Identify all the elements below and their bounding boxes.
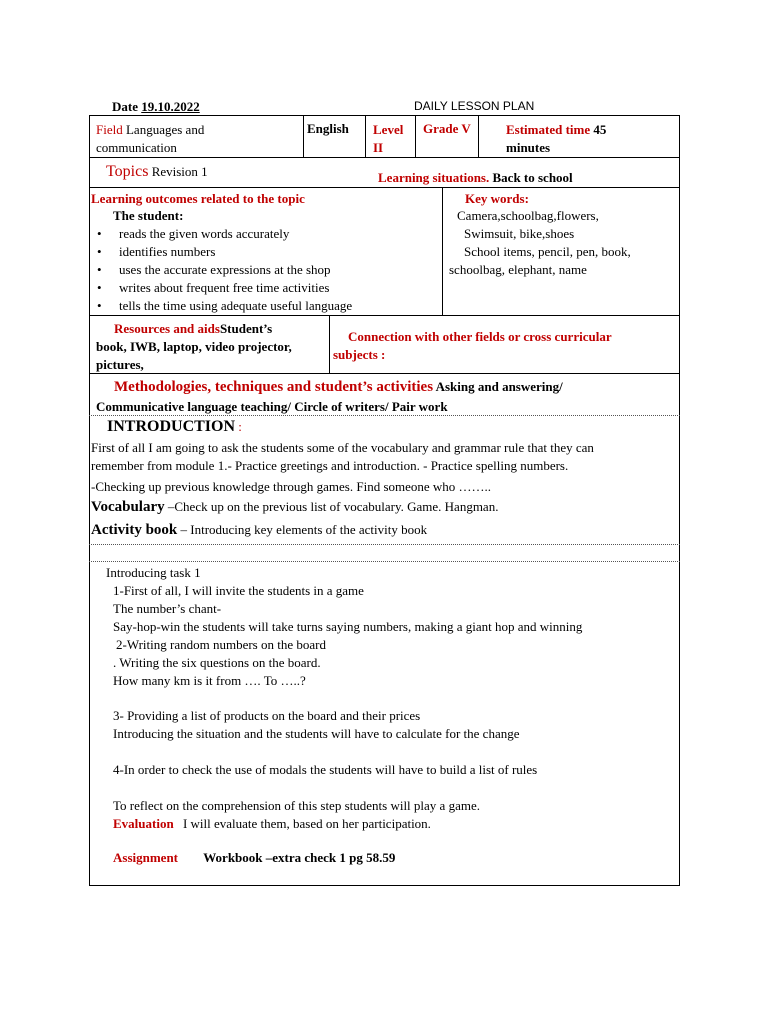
field-cell — [96, 121, 204, 157]
resources-label: Resources and aids — [114, 321, 220, 336]
date-value: 19.10.2022 — [141, 99, 200, 114]
assignment-line — [113, 850, 395, 866]
activity-book-line — [91, 522, 427, 539]
methodologies-cell — [96, 377, 563, 416]
task-line: 3- Providing a list of products on the board and their prices — [113, 708, 421, 723]
methodologies-value: Asking and answering/ — [435, 379, 563, 394]
outcomes-list — [91, 225, 441, 315]
list-item: • tells the time using adequate useful language — [91, 297, 441, 315]
date-label: Date — [112, 99, 138, 114]
task-line: Say-hop-win the students will take turns saying numbers, making a giant hop and winning — [113, 619, 583, 634]
outcomes-student: The student: — [113, 208, 184, 223]
task-line: To reflect on the comprehension of this step students will play a game. — [113, 798, 480, 813]
evaluation-label: Evaluation — [113, 816, 174, 831]
task-line: 2-Writing random numbers on the board — [116, 637, 326, 652]
level-label-1: Level — [373, 122, 404, 137]
task-line: 1-First of all, I will invite the students in a game — [113, 583, 364, 598]
topics-value: Revision 1 — [151, 164, 208, 179]
topics-cell — [106, 163, 208, 181]
methodologies-label: Methodologies, techniques and student’s activities — [114, 379, 434, 395]
list-item: • reads the given words accurately — [91, 225, 441, 243]
keywords-line: Camera,schoolbag,flowers, — [457, 208, 599, 223]
resources-line3: pictures, — [96, 357, 144, 372]
subject-cell: English — [307, 121, 349, 136]
resources-line1: Student’s — [219, 321, 273, 336]
task-line: 4-In order to check the use of modals the students will have to build a list of rules — [113, 762, 538, 777]
field-label: Field — [96, 122, 123, 137]
doc-title: DAILY LESSON PLAN — [414, 99, 535, 113]
ls-value: Back to school — [492, 170, 573, 185]
intro-paragraph-1: First of all I am going to ask the students some of the vocabulary and grammar rule that they can — [91, 440, 594, 455]
intro-paragraph-2: remember from module 1.- Practice greetings and introduction. - Practice spelling numbers. — [91, 458, 569, 473]
field-value-line1: Languages and — [125, 122, 205, 137]
keywords-line: School items, pencil, pen, book, — [464, 244, 631, 259]
est-value-1: 45 — [593, 122, 607, 137]
intro-paragraph-3: -Checking up previous knowledge through games. Find someone who …….. — [91, 479, 492, 494]
task-line: Introducing task 1 — [106, 565, 201, 580]
connection-line2: subjects : — [333, 347, 386, 362]
keywords-line: schoolbag, elephant, name — [449, 262, 587, 277]
methodologies-line2: Communicative language teaching/ Circle of writers/ Pair work — [96, 399, 448, 414]
est-value-2: minutes — [506, 140, 551, 155]
vocabulary-line — [91, 499, 498, 516]
field-value-line2: communication — [96, 140, 177, 155]
level-label-2: II — [373, 140, 384, 155]
list-item: • identifies numbers — [91, 243, 441, 261]
connection-cell — [333, 328, 612, 364]
topics-label: Topics — [106, 163, 149, 180]
activity-book-text: – Introducing key elements of the activity book — [180, 522, 428, 537]
list-item: • uses the accurate expressions at the shop — [91, 261, 441, 279]
task-line: The number’s chant- — [113, 601, 222, 616]
task-line: How many km is it from …. To …..? — [113, 673, 306, 688]
activity-book-label: Activity book — [91, 522, 178, 538]
evaluation-line — [113, 816, 431, 832]
est-label: Estimated time — [506, 122, 591, 137]
evaluation-text: I will evaluate them, based on her participation. — [182, 816, 431, 831]
vocabulary-text: –Check up on the previous list of vocabulary. Game. Hangman. — [167, 499, 499, 514]
estimated-time-cell — [506, 121, 606, 157]
list-item: • writes about frequent free time activities — [91, 279, 441, 297]
introduction-heading: INTRODUCTION — [107, 418, 236, 435]
resources-line2: book, IWB, laptop, video projector, — [96, 339, 292, 354]
ls-label: Learning situations. — [378, 170, 490, 185]
task-line: Introducing the situation and the students will have to calculate for the change — [113, 726, 520, 741]
connection-line1: Connection with other fields or cross curricular — [348, 329, 612, 344]
outcomes-heading: Learning outcomes related to the topic — [91, 191, 305, 206]
level-cell — [373, 121, 403, 157]
assignment-label: Assignment — [113, 850, 179, 865]
keywords-heading: Key words: — [465, 191, 529, 206]
vocabulary-label: Vocabulary — [91, 499, 165, 515]
assignment-text: Workbook –extra check 1 pg 58.59 — [203, 850, 396, 865]
learning-situations-cell — [378, 170, 573, 186]
grade-cell: Grade V — [423, 121, 471, 136]
introduction-heading-line — [107, 418, 242, 436]
date-line — [112, 99, 200, 115]
task-line: . Writing the six questions on the board. — [113, 655, 321, 670]
resources-cell — [96, 320, 328, 374]
introduction-colon: : — [238, 419, 242, 434]
keywords-line: Swimsuit, bike,shoes — [464, 226, 575, 241]
